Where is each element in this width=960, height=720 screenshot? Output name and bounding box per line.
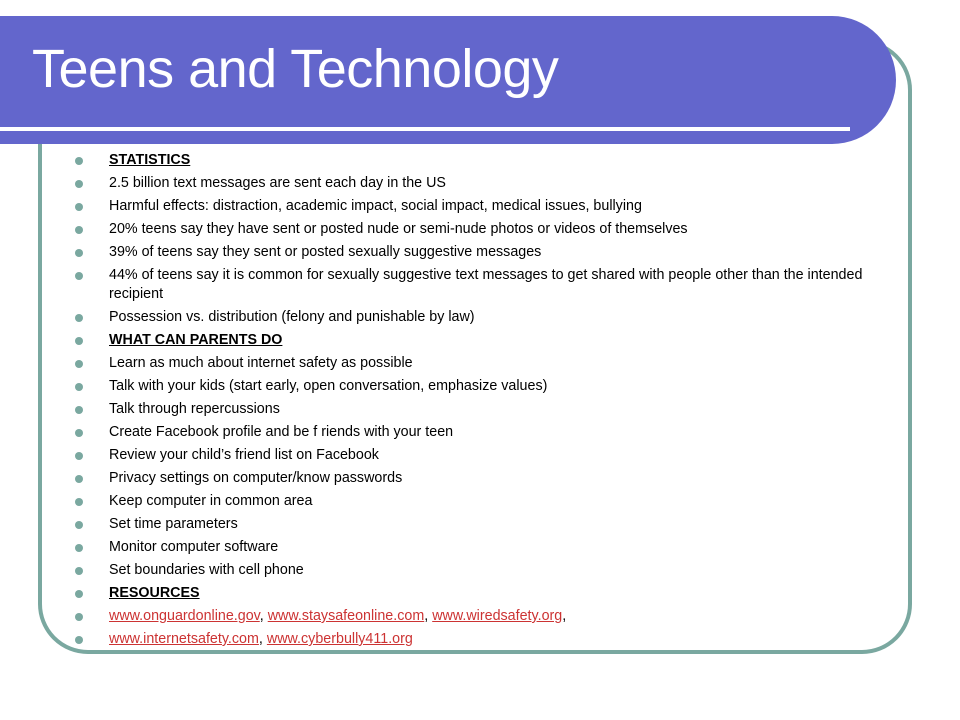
- list-item: [72, 584, 902, 603]
- link-wiredsafety[interactable]: www.wiredsafety.org: [432, 608, 563, 624]
- list-item: 2.5 billion text messages are sent each day in the US: [72, 174, 902, 193]
- list-item: Monitor computer software: [72, 538, 902, 557]
- bullet-list: [72, 151, 902, 653]
- list-item: Possession vs. distribution (felony and punishable by law): [72, 308, 902, 327]
- list-item: [72, 331, 902, 350]
- link-separator: ,: [258, 631, 267, 647]
- link-trailing-comma: ,: [562, 608, 567, 624]
- list-item: Harmful effects: distraction, academic impact, social impact, medical issues, bullying: [72, 197, 902, 216]
- link-onguardonline[interactable]: www.onguardonline.gov: [109, 608, 260, 624]
- list-item: Talk with your kids (start early, open conversation, emphasize values): [72, 377, 902, 396]
- statistics-heading: STATISTICS: [109, 152, 191, 168]
- link-cyberbully411[interactable]: www.cyberbully411.org: [266, 631, 413, 647]
- list-item: Create Facebook profile and be f riends with your teen: [72, 423, 902, 442]
- list-item: [72, 607, 902, 626]
- list-item: 20% teens say they have sent or posted nude or semi-nude photos or videos of themselves: [72, 220, 902, 239]
- link-separator: ,: [259, 608, 268, 624]
- link-internetsafety[interactable]: www.internetsafety.com: [109, 631, 259, 647]
- list-item: 39% of teens say they sent or posted sexually suggestive messages: [72, 243, 902, 262]
- list-item: Learn as much about internet safety as possible: [72, 354, 902, 373]
- list-item: Set time parameters: [72, 515, 902, 534]
- list-item: Talk through repercussions: [72, 400, 902, 419]
- list-item: Review your child’s friend list on Facebook: [72, 446, 902, 465]
- slide-title: Teens and Technology: [32, 39, 559, 99]
- parents-heading: WHAT CAN PARENTS DO: [109, 332, 283, 348]
- link-separator: ,: [424, 608, 433, 624]
- list-item: Set boundaries with cell phone: [72, 561, 902, 580]
- list-item: Keep computer in common area: [72, 492, 902, 511]
- list-item: 44% of teens say it is common for sexually suggestive text messages to get shared with people other than the intended recipient: [72, 266, 902, 304]
- list-item: [72, 151, 902, 170]
- link-staysafeonline[interactable]: www.staysafeonline.com: [267, 608, 425, 624]
- list-item: Privacy settings on computer/know passwords: [72, 469, 902, 488]
- list-item: [72, 630, 902, 649]
- title-underline: [0, 127, 850, 131]
- resources-heading: RESOURCES: [109, 585, 200, 601]
